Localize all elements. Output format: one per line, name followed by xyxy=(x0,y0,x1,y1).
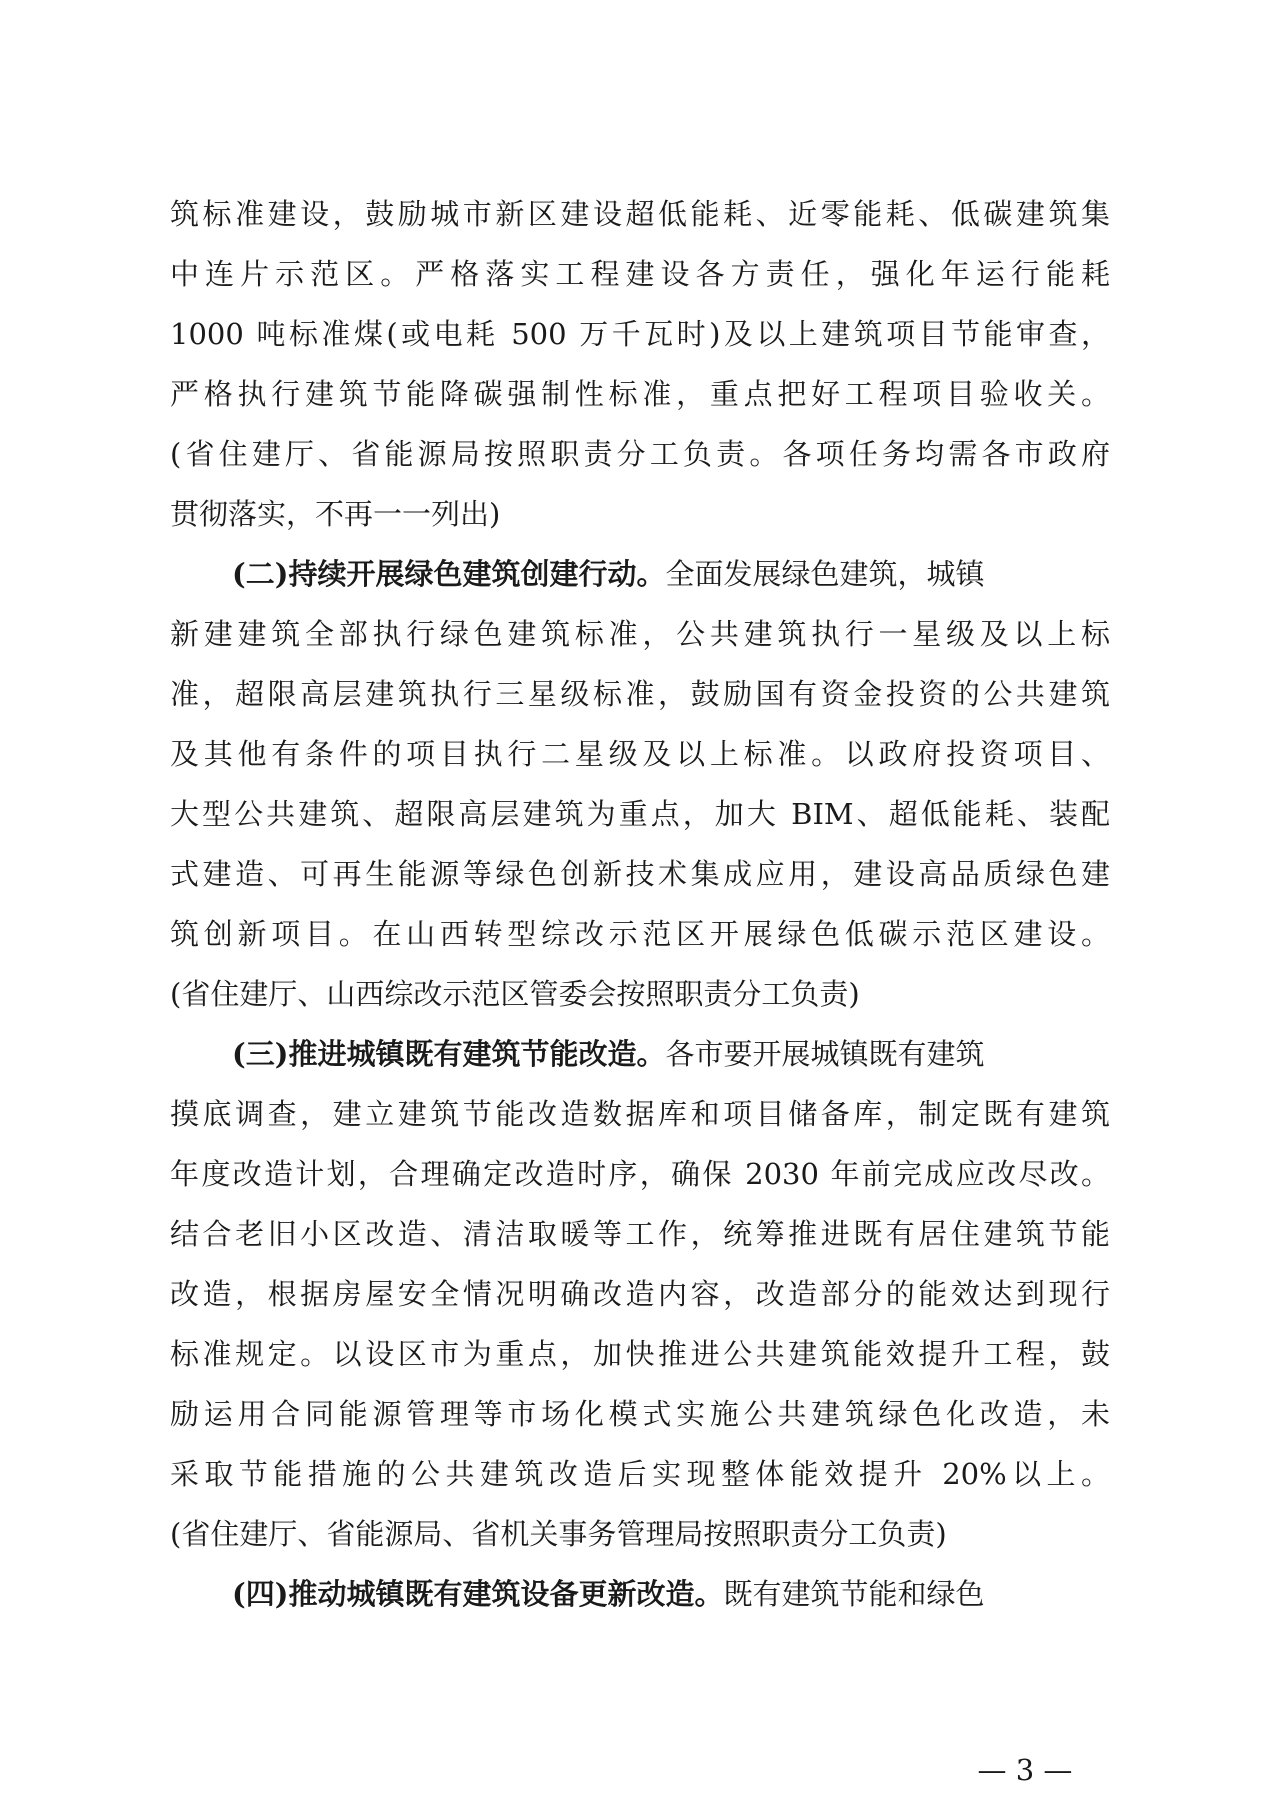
paragraph-2-line-3: 准，超限高层建筑执行三星级标准，鼓励国有资金投资的公共建筑 xyxy=(170,677,1110,711)
paragraph-4-first-line xyxy=(232,1574,1110,1614)
paragraph-3-heading: (三)推进城镇既有建筑节能改造。 xyxy=(232,1037,666,1071)
paragraph-2-line-7: 筑创新项目。在山西转型综改示范区开展绿色低碳示范区建设。 xyxy=(170,917,1110,951)
paragraph-3-line-6: 标准规定。以设区市为重点，加快推进公共建筑能效提升工程，鼓 xyxy=(170,1337,1110,1371)
paragraph-1-line-4: 严格执行建筑节能降碳强制性标准，重点把好工程项目验收关。 xyxy=(170,377,1110,411)
paragraph-3-line-9: (省住建厅、省能源局、省机关事务管理局按照职责分工负责) xyxy=(170,1517,947,1551)
paragraph-1-line-2: 中连片示范区。严格落实工程建设各方责任，强化年运行能耗 xyxy=(170,257,1110,291)
paragraph-3-line-3: 年度改造计划，合理确定改造时序，确保 2030 年前完成应改尽改。 xyxy=(170,1157,1110,1191)
paragraph-2-line-1-text: 全面发展绿色建筑，城镇 xyxy=(665,557,985,591)
paragraph-3-line-7: 励运用合同能源管理等市场化模式实施公共建筑绿色化改造，未 xyxy=(170,1397,1110,1431)
paragraph-3-line-1-text: 各市要开展城镇既有建筑 xyxy=(665,1037,985,1071)
paragraph-1-line-3: 1000 吨标准煤(或电耗 500 万千瓦时)及以上建筑项目节能审查， xyxy=(170,317,1110,351)
paragraph-1-line-6: 贯彻落实，不再一一列出) xyxy=(170,497,501,531)
paragraph-2-heading: (二)持续开展绿色建筑创建行动。 xyxy=(232,557,666,591)
paragraph-2-line-8: (省住建厅、山西综改示范区管委会按照职责分工负责) xyxy=(170,977,860,1011)
paragraph-4-line-1-text: 既有建筑节能和绿色 xyxy=(723,1577,985,1611)
paragraph-3-line-2: 摸底调查，建立建筑节能改造数据库和项目储备库，制定既有建筑 xyxy=(170,1097,1110,1131)
page-number: — 3 — xyxy=(977,1753,1073,1787)
paragraph-2-line-2: 新建建筑全部执行绿色建筑标准，公共建筑执行一星级及以上标 xyxy=(170,617,1110,651)
paragraph-2-line-5: 大型公共建筑、超限高层建筑为重点，加大 BIM、超低能耗、装配 xyxy=(170,797,1110,831)
paragraph-3-line-5: 改造，根据房屋安全情况明确改造内容，改造部分的能效达到现行 xyxy=(170,1277,1110,1311)
paragraph-2-line-4: 及其他有条件的项目执行二星级及以上标准。以政府投资项目、 xyxy=(170,737,1110,771)
paragraph-1-line-5: (省住建厅、省能源局按照职责分工负责。各项任务均需各市政府 xyxy=(170,437,1110,471)
paragraph-2-line-6: 式建造、可再生能源等绿色创新技术集成应用，建设高品质绿色建 xyxy=(170,857,1110,891)
paragraph-3-line-8: 采取节能措施的公共建筑改造后实现整体能效提升 20%以上。 xyxy=(170,1457,1110,1491)
paragraph-3-first-line xyxy=(232,1034,1110,1074)
paragraph-4-heading: (四)推动城镇既有建筑设备更新改造。 xyxy=(232,1577,724,1611)
paragraph-3-line-4: 结合老旧小区改造、清洁取暖等工作，统筹推进既有居住建筑节能 xyxy=(170,1217,1110,1251)
paragraph-1-line-1: 筑标准建设，鼓励城市新区建设超低能耗、近零能耗、低碳建筑集 xyxy=(170,197,1110,231)
paragraph-2-first-line xyxy=(232,554,1110,594)
